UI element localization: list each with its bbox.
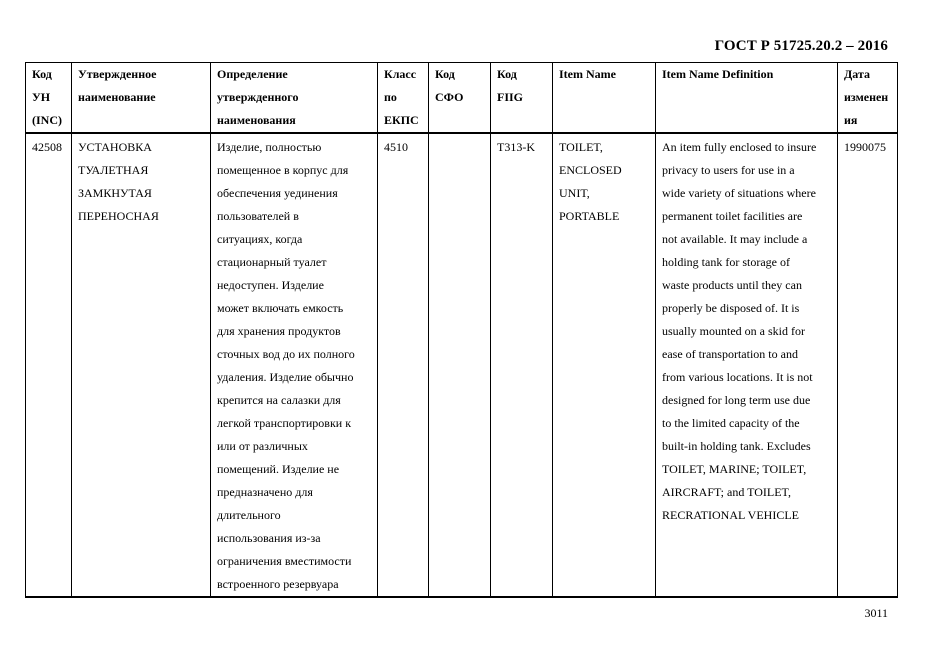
cell-text-line: легкой транспортировки к (217, 416, 352, 430)
cell-text-line: УСТАНОВКА (78, 140, 152, 154)
header-cell-item-name-definition (656, 63, 838, 134)
cell-text-line: to the limited capacity of the (662, 416, 800, 430)
cell-text-line: ия (844, 113, 858, 127)
cell-approved-name (72, 133, 211, 597)
cell-text-line: ЗАМКНУТАЯ (78, 186, 152, 200)
cell-text-line: может включать емкость (217, 301, 344, 315)
cell-text-line: Дата (844, 67, 870, 81)
cell-text-line: privacy to users for use in a (662, 163, 795, 177)
cell-text-line: waste products until they can (662, 278, 802, 292)
cell-text-line: или от различных (217, 439, 308, 453)
cell-text-line: Утвержденное (78, 67, 157, 81)
cell-text-line: An item fully enclosed to insure (662, 140, 817, 154)
header-cell-item-name (553, 63, 656, 134)
cell-text-line: permanent toilet facilities are (662, 209, 803, 223)
cell-text-line: пользователей в (217, 209, 299, 223)
cell-text-line: стационарный туалет (217, 255, 327, 269)
table-header-row (26, 63, 898, 134)
cell-text-line: properly be disposed of. It is (662, 301, 800, 315)
cell-text-line: ЕКПС (384, 113, 419, 127)
cell-text-line: ENCLOSED (559, 163, 622, 177)
cell-text-line: крепится на салазки для (217, 393, 341, 407)
cell-text-line: Изделие, полностью (217, 140, 322, 154)
header-cell-fiig-code (491, 63, 553, 134)
cell-text-line: СФО (435, 90, 464, 104)
cell-ekps-class (378, 133, 429, 597)
cell-text-line: UNIT, (559, 186, 590, 200)
cell-text-line: FIIG (497, 90, 524, 104)
cell-text-line: wide variety of situations where (662, 186, 816, 200)
cell-text-line: недоступен. Изделие (217, 278, 324, 292)
header-cell-sfo-code (429, 63, 491, 134)
cell-text-line: по (384, 90, 397, 104)
data-table (25, 62, 898, 598)
cell-text-line: not available. It may include a (662, 232, 808, 246)
cell-item-name (553, 133, 656, 597)
cell-text-line: ПЕРЕНОСНАЯ (78, 209, 159, 223)
cell-text-line: предназначено для (217, 485, 313, 499)
cell-text-line: designed for long term use due (662, 393, 811, 407)
cell-text-line: ease of transportation to and (662, 347, 798, 361)
page-number: 3011 (864, 606, 888, 620)
cell-change-date (838, 133, 898, 597)
table-row (26, 133, 898, 597)
header-cell-definition (211, 63, 378, 134)
cell-text-line: 42508 (32, 140, 62, 154)
cell-text-line: для хранения продуктов (217, 324, 341, 338)
cell-text-line: Определение (217, 67, 288, 81)
cell-text-line: УН (32, 90, 51, 104)
cell-text-line: AIRCRAFT; and TOILET, (662, 485, 791, 499)
cell-text-line: утвержденного (217, 90, 299, 104)
cell-text-line: ограничения вместимости (217, 554, 352, 568)
header-cell-change-date (838, 63, 898, 134)
cell-text-line: наименования (217, 113, 296, 127)
cell-text-line: RECRATIONAL VEHICLE (662, 508, 799, 522)
cell-sfo-code (429, 133, 491, 597)
cell-text-line: usually mounted on a skid for (662, 324, 805, 338)
cell-text-line: built-in holding tank. Excludes (662, 439, 811, 453)
cell-text-line: Класс (384, 67, 417, 81)
cell-text-line: Item Name Definition (662, 67, 774, 81)
cell-text-line: удаления. Изделие обычно (217, 370, 354, 384)
cell-text-line: длительного (217, 508, 281, 522)
cell-text-line: обеспечения уединения (217, 186, 338, 200)
cell-inc-code (26, 133, 72, 597)
cell-text-line: TOILET, (559, 140, 603, 154)
cell-item-name-definition (656, 133, 838, 597)
cell-text-line: сточных вод до их полного (217, 347, 355, 361)
cell-fiig-code (491, 133, 553, 597)
cell-text-line: from various locations. It is not (662, 370, 813, 384)
cell-text-line: ТУАЛЕТНАЯ (78, 163, 149, 177)
cell-text-line: помещенное в корпус для (217, 163, 349, 177)
cell-definition (211, 133, 378, 597)
header-cell-approved-name (72, 63, 211, 134)
cell-text-line: 4510 (384, 140, 408, 154)
header-cell-ekps-class (378, 63, 429, 134)
cell-text-line: TOILET, MARINE; TOILET, (662, 462, 807, 476)
cell-text-line: Код (497, 67, 517, 81)
cell-text-line: встроенного резервуара (217, 577, 339, 591)
cell-text-line: T313-K (497, 140, 535, 154)
cell-text-line: изменен (844, 90, 889, 104)
cell-text-line: holding tank for storage of (662, 255, 790, 269)
cell-text-line: PORTABLE (559, 209, 620, 223)
cell-text-line: (INC) (32, 113, 62, 127)
cell-text-line: использования из-за (217, 531, 321, 545)
cell-text-line: помещений. Изделие не (217, 462, 340, 476)
cell-text-line: Код (32, 67, 52, 81)
cell-text-line: наименование (78, 90, 156, 104)
cell-text-line: 1990075 (844, 140, 886, 154)
header-cell-inc-code (26, 63, 72, 134)
cell-text-line: Item Name (559, 67, 616, 81)
document-header: ГОСТ Р 51725.20.2 – 2016 (714, 38, 888, 54)
cell-text-line: ситуациях, когда (217, 232, 303, 246)
cell-text-line: Код (435, 67, 455, 81)
